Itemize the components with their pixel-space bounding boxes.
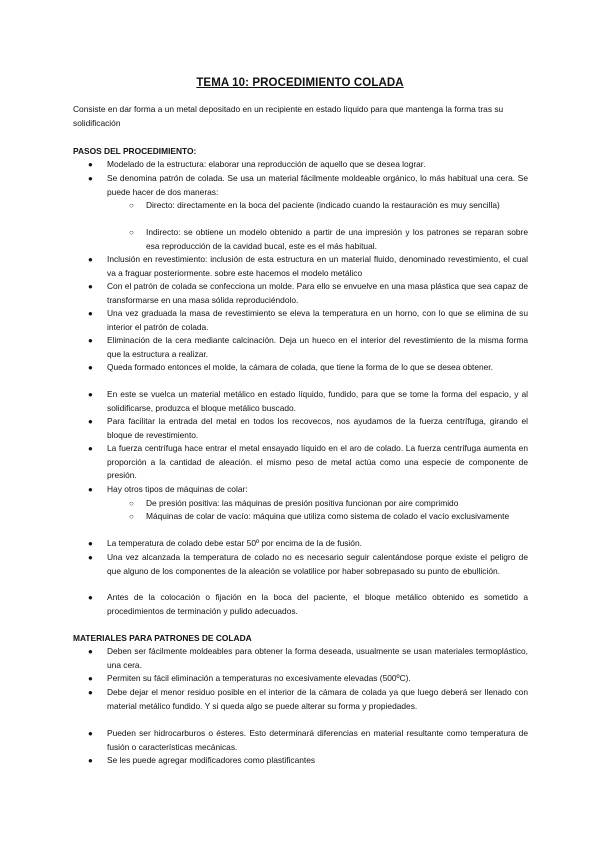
bullet-icon: ● bbox=[88, 255, 93, 264]
list-item-text: Modelado de la estructura: elaborar una reproducción de aquello que se desea lograr. bbox=[107, 159, 426, 169]
list-item-text: Directo: directamente en la boca del paciente (indicado cuando la restauración es muy sencilla) bbox=[146, 200, 500, 210]
list-item-text: En este se vuelca un material metálico en estado líquido, fundido, para que se tome la forma del espacio, y al solidificarse, produzca el bloque metálico buscado. bbox=[107, 389, 528, 413]
bullet-icon: ● bbox=[88, 417, 93, 426]
bullet-icon: ● bbox=[88, 160, 93, 169]
list-item-text: Inclusión en revestimiento: inclusión de esta estructura en un material fluido, denominado revestimiento, el cual va a fraguar posteriormente. sobre este hacemos el modelo metálico bbox=[107, 254, 528, 278]
list-item-text: Pueden ser hidrocarburos o ésteres. Esto determinará diferencias en material resultante como temperatura de fusión o características mecánicas. bbox=[107, 728, 528, 752]
bullet-icon: ● bbox=[88, 688, 93, 697]
circle-bullet-icon: ○ bbox=[129, 201, 134, 210]
bullet-icon: ● bbox=[88, 336, 93, 345]
list-item-text: Deben ser fácilmente moldeables para obtener la forma deseada, usualmente se usan materiales termoplástico, una cera. bbox=[107, 646, 528, 670]
list-item-text: Indirecto: se obtiene un modelo obtenido a partir de una impresión y los patrones se reparan sobre esa reproducción de la cavidad bucal, este es el más habitual. bbox=[146, 227, 528, 251]
list-item-text: Una vez graduada la masa de revestimiento se eleva la temperatura en un horno, con lo que se elimina de su interior el patrón de colada. bbox=[107, 308, 528, 332]
list-item-text: Debe dejar el menor residuo posible en el interior de la cámara de colada ya que luego deberá ser llenado con material metálico fundido. Y si queda algo se puede alterar su forma y propiedades. bbox=[107, 687, 528, 711]
circle-bullet-icon: ○ bbox=[129, 512, 134, 521]
bullet-icon: ● bbox=[88, 647, 93, 656]
list-item-text: Queda formado entonces el molde, la cámara de colada, que tiene la forma de lo que se desea obtener. bbox=[107, 362, 493, 372]
bullet-icon: ● bbox=[88, 174, 93, 183]
bullet-icon: ● bbox=[88, 390, 93, 399]
intro-paragraph: Consiste en dar forma a un metal depositado en un recipiente en estado líquido para que mantenga la forma tras su solidificación bbox=[73, 104, 504, 128]
bullet-icon: ● bbox=[88, 444, 93, 453]
bullet-icon: ● bbox=[88, 553, 93, 562]
list-item-text: Para facilitar la entrada del metal en todos los recovecos, nos ayudamos de la fuerza centrífuga, girando el bloque de revestimiento. bbox=[107, 416, 528, 440]
bullet-icon: ● bbox=[88, 756, 93, 765]
section-heading-steps: PASOS DEL PROCEDIMIENTO: bbox=[73, 146, 197, 156]
bullet-icon: ● bbox=[88, 593, 93, 602]
bullet-icon: ● bbox=[88, 309, 93, 318]
circle-bullet-icon: ○ bbox=[129, 499, 134, 508]
list-item-text: Eliminación de la cera mediante calcinación. Deja un hueco en el interior del revestimiento de la misma forma que la estructura a realizar. bbox=[107, 335, 528, 359]
list-item-text: Hay otros tipos de máquinas de colar: bbox=[107, 484, 248, 494]
list-item-text: La temperatura de colado debe estar 50º por encima de la de fusión. bbox=[107, 538, 362, 548]
list-item-text: De presión positiva: las máquinas de presión positiva funcionan por aire comprimido bbox=[146, 498, 459, 508]
page-title: TEMA 10: PROCEDIMIENTO COLADA bbox=[196, 77, 404, 89]
circle-bullet-icon: ○ bbox=[129, 228, 134, 237]
list-item-text: Permiten su fácil eliminación a temperaturas no excesivamente elevadas (500ºC). bbox=[107, 673, 411, 683]
list-item-text: Se les puede agregar modificadores como plastificantes bbox=[107, 755, 316, 765]
section-heading-materials: MATERIALES PARA PATRONES DE COLADA bbox=[73, 633, 252, 643]
list-item-text: Antes de la colocación o fijación en la boca del paciente, el bloque metálico obtenido es sometido a procedimientos de terminación y pulido adecuados. bbox=[107, 592, 528, 616]
list-item-text: Se denomina patrón de colada. Se usa un material fácilmente moldeable orgánico, lo más habitual una cera. Se puede hacer de dos maneras: bbox=[107, 173, 528, 197]
bullet-icon: ● bbox=[88, 729, 93, 738]
list-item-text: Una vez alcanzada la temperatura de colado no es necesario seguir calentándose porque existe el peligro de que alguno de los componentes de la aleación se volatilice por haber sobrepasado su punto de ebullición. bbox=[107, 552, 528, 576]
bullet-icon: ● bbox=[88, 282, 93, 291]
bullet-icon: ● bbox=[88, 363, 93, 372]
list-item-text: Con el patrón de colada se confecciona un molde. Para ello se envuelve en una masa plástica que sea capaz de transformarse en una masa sólida reproduciéndolo. bbox=[107, 281, 528, 305]
bullet-icon: ● bbox=[88, 674, 93, 683]
list-item-text: Máquinas de colar de vacío: máquina que utiliza como sistema de colado el vacío exclusivamente bbox=[146, 511, 510, 521]
bullet-icon: ● bbox=[88, 485, 93, 494]
bullet-icon: ● bbox=[88, 539, 93, 548]
list-item-text: La fuerza centrífuga hace entrar el metal ensayado líquido en el aro de colado. La fuerza centrífuga aumenta en proporción a la cantidad de aleación. el mismo peso de metal actúa como una especie de componente de presión. bbox=[107, 443, 528, 481]
